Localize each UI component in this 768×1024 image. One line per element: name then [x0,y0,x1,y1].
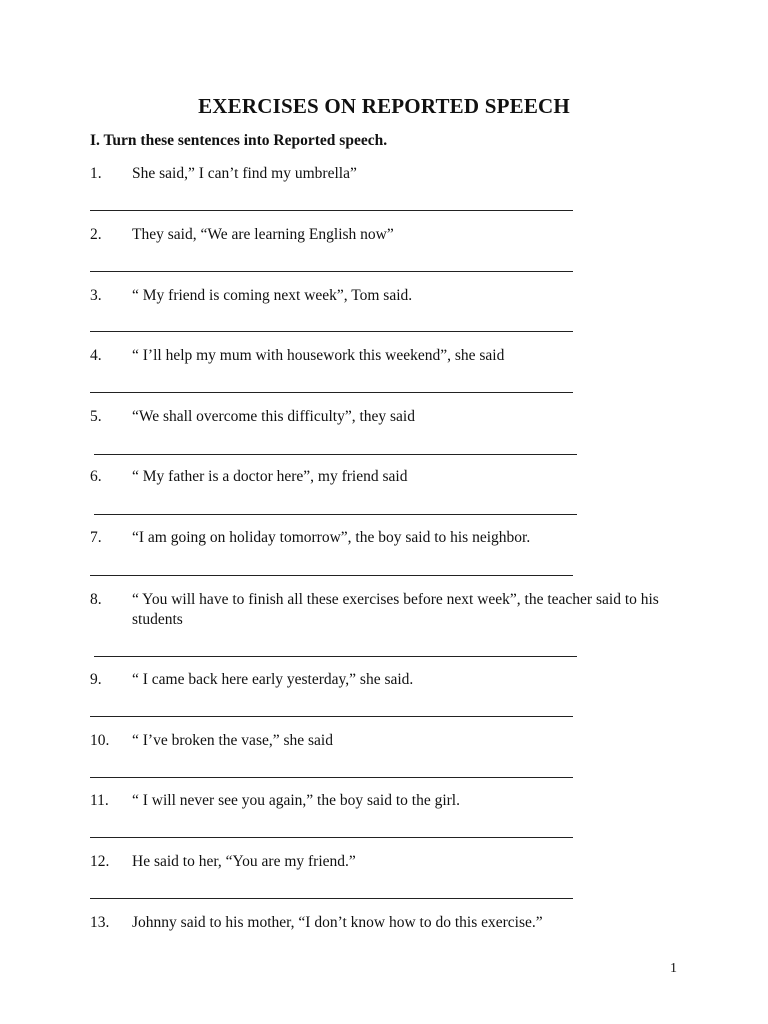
exercise-sentence: Johnny said to his mother, “I don’t know how to do this exercise.” [132,914,543,931]
answer-line[interactable] [90,575,573,576]
exercise-number: 11. [90,792,109,809]
exercise-number: 8. [90,591,102,608]
answer-line[interactable] [94,454,577,455]
exercise-number: 5. [90,408,102,425]
exercise-sentence: “I am going on holiday tomorrow”, the boy said to his neighbor. [132,529,531,546]
answer-line[interactable] [90,210,573,211]
exercise-number: 13. [90,914,110,931]
exercise-number: 9. [90,671,102,688]
answer-line[interactable] [94,656,577,657]
exercise-sentence: “ I came back here early yesterday,” she said. [132,671,414,688]
exercise-number: 1. [90,165,102,182]
exercise-sentence: “ My friend is coming next week”, Tom said. [132,287,413,304]
exercise-sentence: They said, “We are learning English now” [132,226,394,243]
exercise-sentence: “We shall overcome this difficulty”, they said [132,408,415,425]
exercise-number: 10. [90,732,110,749]
exercise-sentence: He said to her, “You are my friend.” [132,853,356,870]
answer-line[interactable] [90,837,573,838]
exercise-sentence: She said,” I can’t find my umbrella” [132,165,357,182]
exercise-number: 12. [90,853,110,870]
exercise-sentence: “ I’ll help my mum with housework this weekend”, she said [132,347,505,364]
exercise-number: 3. [90,287,102,304]
exercise-sentence: “ I’ve broken the vase,” she said [132,732,333,749]
exercise-sentence: “ You will have to finish all these exercises before next week”, the teacher said to his students [132,591,659,628]
page-title: EXERCISES ON REPORTED SPEECH [198,94,570,118]
answer-line[interactable] [94,514,577,515]
answer-line[interactable] [90,271,573,272]
answer-line[interactable] [90,716,573,717]
exercise-sentence: “ I will never see you again,” the boy said to the girl. [132,792,460,809]
exercise-sentence: “ My father is a doctor here”, my friend said [132,468,408,485]
answer-line[interactable] [90,898,573,899]
answer-line[interactable] [90,777,573,778]
exercise-number: 2. [90,226,102,243]
page-number: 1 [670,961,677,976]
exercise-number: 6. [90,468,102,485]
exercise-number: 7. [90,529,102,546]
answer-line[interactable] [90,331,573,332]
instruction-heading: I. Turn these sentences into Reported speech. [90,132,388,149]
exercise-number: 4. [90,347,102,364]
answer-line[interactable] [90,392,573,393]
